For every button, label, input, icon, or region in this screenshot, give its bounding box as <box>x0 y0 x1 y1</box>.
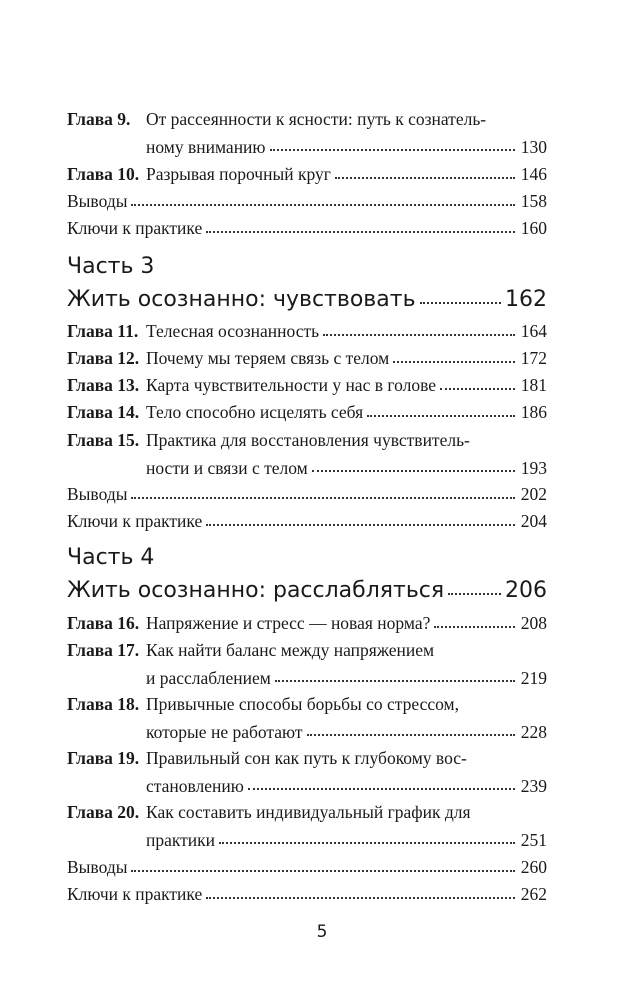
page-number: 146 <box>520 164 547 184</box>
chapter-title: Разрывая порочный круг <box>146 164 331 184</box>
chapter-label: Глава 19. <box>67 748 140 768</box>
leader-dots <box>393 360 515 363</box>
chapter-title-cont: ности и связи с телом <box>146 457 308 478</box>
chapter-label: Глава 16. <box>67 613 140 633</box>
page-number: 158 <box>520 191 547 211</box>
toc-entry-practice-keys <box>67 881 547 909</box>
leader-dots <box>248 787 515 790</box>
chapter-title: Практика для восстановления чувствитель- <box>146 430 470 450</box>
page-number: 239 <box>520 775 547 796</box>
part-title: Жить осознанно: расслабляться <box>67 578 445 603</box>
leader-dots <box>323 333 515 336</box>
part-label: Часть 3 <box>67 254 155 279</box>
chapter-title: Карта чувствительности у нас в голове <box>146 375 437 395</box>
entry-title: Выводы <box>67 484 128 504</box>
leader-dots <box>131 203 515 206</box>
part-label: Часть 4 <box>67 545 155 570</box>
chapter-title: Правильный сон как путь к глубокому вос- <box>146 748 467 768</box>
page-number: 193 <box>520 457 547 478</box>
entry-title: Выводы <box>67 857 128 877</box>
leader-dots <box>270 148 515 151</box>
toc-entry-part-4 <box>67 576 547 606</box>
page-number: 164 <box>520 321 547 341</box>
page-number: 202 <box>520 484 547 504</box>
page-number: 130 <box>520 136 547 157</box>
chapter-label: Глава 9. <box>67 109 131 129</box>
chapter-label: Глава 15. <box>67 430 140 450</box>
entry-title: Выводы <box>67 191 128 211</box>
chapter-label: Глава 11. <box>67 321 139 341</box>
page-number: 260 <box>520 857 547 877</box>
part-title: Жить осознанно: чувствовать <box>67 287 416 312</box>
leader-dots <box>219 841 515 844</box>
toc-entry-conclusions <box>67 854 547 882</box>
page-number: 186 <box>520 402 547 422</box>
toc-entry-chapter-10 <box>67 161 547 189</box>
chapter-title: Почему мы теряем связь с телом <box>146 348 390 368</box>
chapter-label: Глава 10. <box>67 164 140 184</box>
toc-entry-conclusions <box>67 188 547 216</box>
page-number: 204 <box>520 511 547 531</box>
toc-entry-chapter-13 <box>67 372 547 400</box>
leader-dots <box>206 523 515 526</box>
chapter-label: Глава 18. <box>67 694 140 714</box>
leader-dots <box>448 592 501 595</box>
leader-dots <box>206 230 515 233</box>
leader-dots <box>440 387 515 390</box>
page-folio: 5 <box>316 922 328 942</box>
leader-dots <box>335 176 515 179</box>
chapter-title-cont: и расслаблением <box>146 667 271 688</box>
chapter-title-cont: становлению <box>146 775 244 796</box>
chapter-title: Телесная осознанность <box>146 321 320 341</box>
chapter-title: Привычные способы борьбы со стрессом, <box>146 694 460 714</box>
toc-entry-chapter-9 <box>67 106 547 161</box>
toc-entry-conclusions <box>67 481 547 509</box>
page-number: 219 <box>520 667 547 688</box>
page-number: 162 <box>505 287 547 312</box>
chapter-title-cont: ному вниманию <box>146 136 266 157</box>
toc-entry-chapter-20 <box>67 799 547 854</box>
chapter-label: Глава 14. <box>67 402 140 422</box>
entry-title: Ключи к практике <box>67 218 203 238</box>
chapter-title: Тело способно исцелять себя <box>146 402 364 422</box>
leader-dots <box>367 414 515 417</box>
toc-entry-part-3 <box>67 285 547 315</box>
chapter-label: Глава 13. <box>67 375 140 395</box>
leader-dots <box>131 869 515 872</box>
page-number: 208 <box>520 613 547 633</box>
toc-entry-chapter-18 <box>67 691 547 746</box>
page-number: 160 <box>520 218 547 238</box>
toc-entry-chapter-19 <box>67 745 547 800</box>
toc-entry-practice-keys <box>67 215 547 243</box>
leader-dots <box>275 679 515 682</box>
page-number: 172 <box>520 348 547 368</box>
leader-dots <box>312 469 515 472</box>
entry-title: Ключи к практике <box>67 511 203 531</box>
leader-dots <box>307 733 515 736</box>
toc-entry-chapter-12 <box>67 345 547 373</box>
toc-entry-chapter-17 <box>67 637 547 692</box>
chapter-label: Глава 12. <box>67 348 140 368</box>
page-number: 181 <box>520 375 547 395</box>
entry-title: Ключи к практике <box>67 884 203 904</box>
leader-dots <box>131 496 515 499</box>
toc-entry-practice-keys <box>67 508 547 536</box>
chapter-title-cont: практики <box>146 829 216 850</box>
toc-entry-chapter-15 <box>67 427 547 482</box>
chapter-title: От рассеянности к ясности: путь к сознатель- <box>146 109 487 129</box>
leader-dots <box>206 896 515 899</box>
toc-entry-chapter-16 <box>67 610 547 638</box>
chapter-title-cont: которые не работают <box>146 721 303 742</box>
chapter-label: Глава 17. <box>67 640 140 660</box>
leader-dots <box>434 625 515 628</box>
chapter-title: Напряжение и стресс — новая норма? <box>146 613 431 633</box>
toc-entry-chapter-11 <box>67 318 547 346</box>
chapter-title: Как составить индивидуальный график для <box>146 802 471 822</box>
page-number: 262 <box>520 884 547 904</box>
page-number: 206 <box>505 578 547 603</box>
chapter-label: Глава 20. <box>67 802 140 822</box>
page-number: 228 <box>520 721 547 742</box>
leader-dots <box>420 301 501 304</box>
chapter-title: Как найти баланс между напряжением <box>146 640 435 660</box>
toc-entry-chapter-14 <box>67 399 547 427</box>
page-number: 251 <box>520 829 547 850</box>
